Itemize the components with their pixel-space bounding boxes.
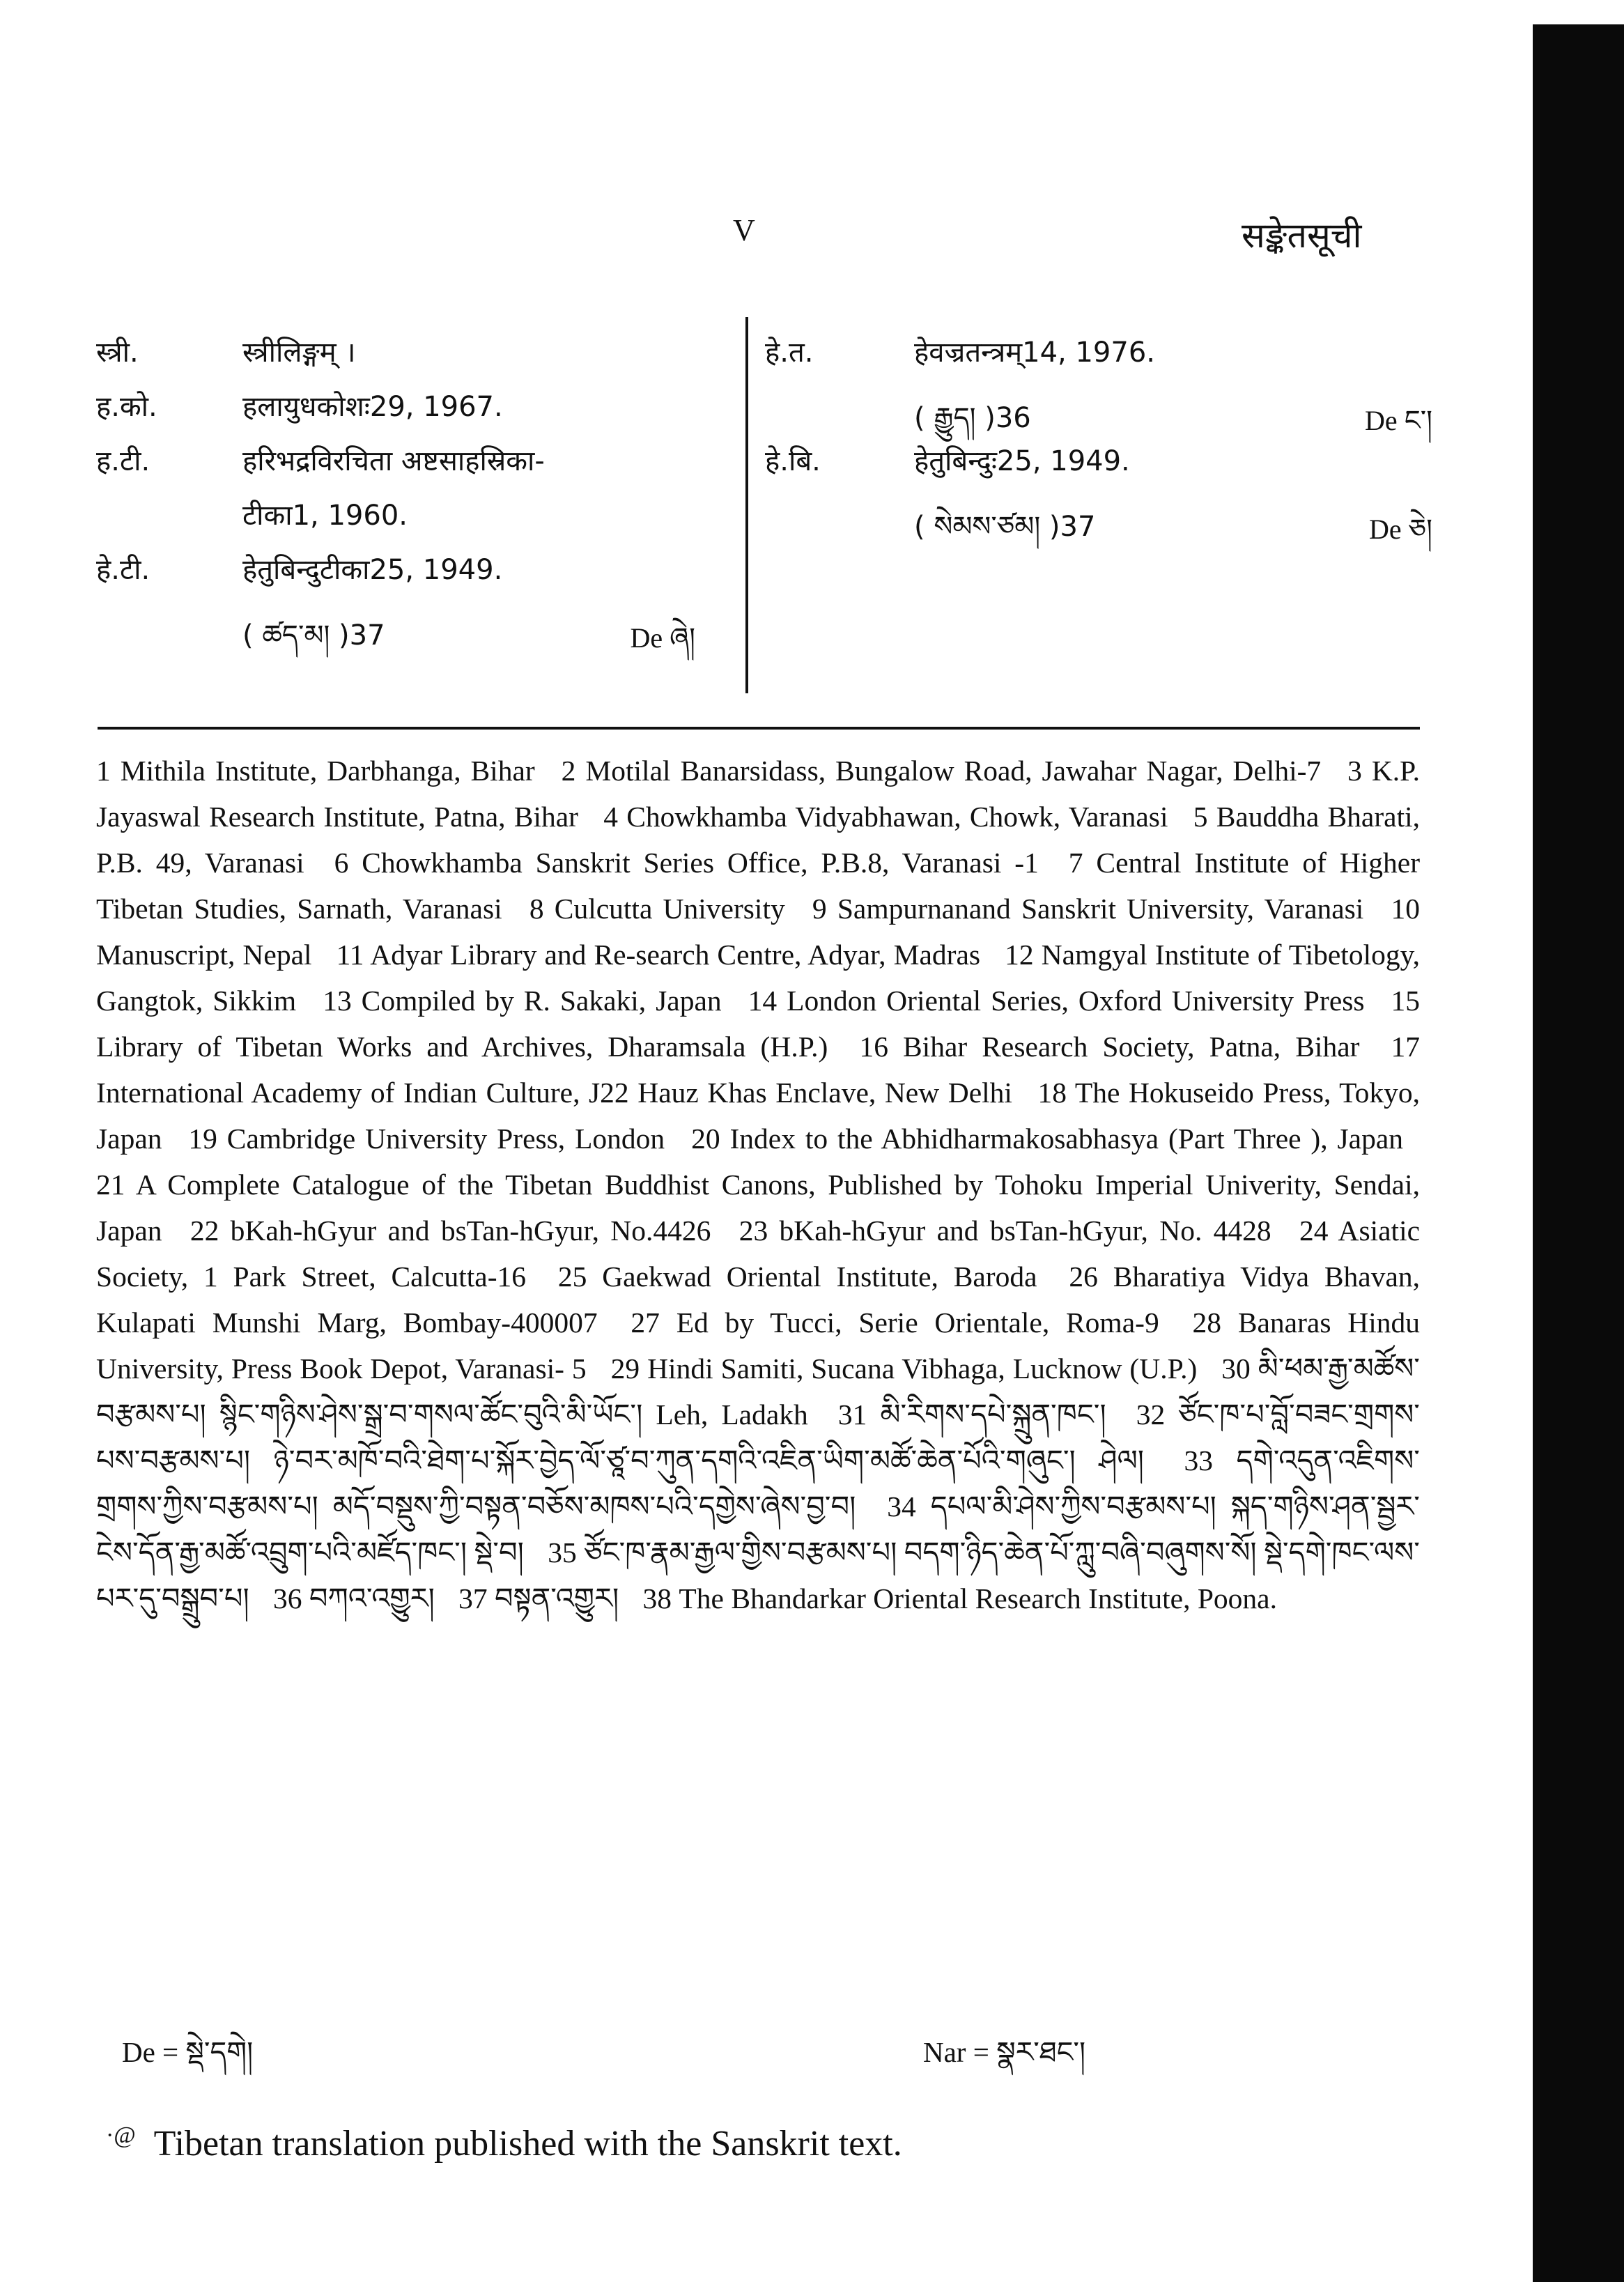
abbr-entry [96,545,695,599]
note: 10 Manuscript, Nepal [96,893,1421,971]
note: 30 མི་ཕམ་རྒྱ་མཚོས་བརྩམས་པ། སྙིང་གཉིས་ཤེས་སྒྲ་བ་གསལ་ཚོང་བུའི་མི་ཡོང་། Leh, Ladakh [96,1352,1420,1431]
note: 6 Chowkhamba Sanskrit Series Office, P.B.8, Varanasi -1 [334,847,1039,879]
note: 33 དགེ་འདུན་འཇིགས་གྲགས་ཀྱིས་བརྩམས་པ། མདོ་བསྡུས་ཀྱི་བསྟན་བཅོས་མཁས་པའི་དགྱེས་ཞེས་བྱ་བ། [96,1444,1420,1522]
abbreviations-right-column [765,327,1432,545]
abbreviations-left-column [96,327,695,654]
note: 27 Ed by Tucci, Serie Orientale, Roma-9 [631,1306,1159,1339]
note: 32 ཙོང་ཁ་པ་བློ་བཟང་གྲགས་པས་བརྩམས་པ། ཉེ་བར་མཁོ་བའི་ཐེག་པ་སྐོར་བྱེད་ལོ་ཙཱ་བ་ཀུན་དགའི་འཇིན་ཡིག་མཚོ་ཆེན་པོའི་གཞུང་། ཤེལ། [96,1398,1421,1477]
section-divider [98,727,1420,730]
note: 11 Adyar Library and Re-search Centre, Adyar, Madras [336,939,981,971]
note: 8 Culcutta University [529,893,785,925]
abbr-continuation [765,491,1432,545]
note: 9 Sampurnanand Sanskrit University, Varanasi [812,893,1364,925]
note: 25 Gaekwad Oriental Institute, Baroda [557,1261,1037,1293]
abbr-key: स्त्री. [96,337,139,369]
abbr-de-ref: De ཞེ། [630,622,695,654]
abbr-entry [765,327,1364,382]
abbr-title: ( རྒྱུད། )36 [914,402,1031,434]
page-number: V [733,213,755,247]
note: 26 Bharatiya Vidya Bhavan, Kulapati Munshi Marg, Bombay-400007 [96,1261,1420,1339]
abbr-continuation [96,491,695,545]
abbr-title: ( སེམས་ཙམ། )37 [914,511,1096,543]
abbr-title: टीका1, 1960. [242,500,408,532]
note: 29 Hindi Samiti, Sucana Vibhaga, Lucknow (U.P.) [610,1352,1198,1385]
note: 37 བསྟན་འགྱུར། [458,1582,619,1614]
scan-edge-bar [1533,24,1624,2282]
abbr-continuation [96,599,695,654]
publisher-notes [96,748,1420,1621]
abbr-title: हेतुबिन्दुः25, 1949. [914,445,1130,477]
note: 35 ཙོང་ཁ་རྣམ་རྒྱལ་གྱིས་བརྩམས་པ། བདག་ཉིད་ཆེན་པོ་ཀླུ་བཞི་བཞུགས་སོ། སྡེ་དགེ་ཁང་ལས་པར་དུ་བསྒྲུབ་པ། [96,1536,1421,1614]
note: 12 Namgyal Institute of Tibetology, Gangtok, Sikkim [96,939,1421,1017]
note: 28 Banaras Hindu University, Press Book Depot, Varanasi- 5 [96,1306,1421,1385]
note: 1 Mithila Institute, Darbhanga, Bihar [96,755,535,787]
note: 24 Asiatic Society, 1 Park Street, Calcutta-16 [96,1215,1421,1293]
note: 17 International Academy of Indian Culture, J22 Hauz Khas Enclave, New Delhi [96,1031,1421,1109]
note: 19 Cambridge University Press, London [188,1123,665,1155]
abbr-title: हेतुबिन्दुटीका25, 1949. [242,554,503,586]
note: 7 Central Institute of Higher Tibetan Studies, Sarnath, Varanasi [96,847,1421,925]
abbr-title: स्त्रीलिङ्गम् । [242,337,356,369]
note: 20 Index to the Abhidharmakosabhasya (Part Three ), Japan [691,1123,1404,1155]
abbr-entry [96,327,695,382]
note: 18 The Hokuseido Press, Tokyo, Japan [96,1077,1420,1155]
abbr-de-ref: De ང་། [1364,405,1432,436]
abbr-title: ( ཚད་མ། )37 [242,619,385,652]
note: 14 London Oriental Series, Oxford University Press [748,985,1365,1017]
note: 36 བཀའ་འགྱུར། [273,1582,435,1614]
note: 22 bKah-hGyur and bsTan-hGyur, No.4426 [190,1215,711,1247]
footnote [106,2122,902,2164]
column-divider [745,317,748,693]
note: 23 bKah-hGyur and bsTan-hGyur, No. 4428 [738,1215,1271,1247]
abbr-key: ह.को. [96,391,157,423]
note: 2 Motilal Banarsidass, Bungalow Road, Jawahar Nagar, Delhi-7 [561,755,1322,787]
note: 38 The Bhandarkar Oriental Research Institute, Poona. [642,1582,1277,1614]
note: 15 Library of Tibetan Works and Archives, Dharamsala (H.P.) [96,985,1421,1063]
abbr-entry [96,382,695,436]
footnote-marker: ·@ [106,2122,136,2148]
note: 34 དཔལ་མི་ཤེས་ཀྱིས་བརྩམས་པ། སྐད་གཉིས་ཤན་སྦྱར་ངེས་དོན་རྒྱ་མཚོ་འབྲུག་པའི་མཛོད་ཁང་། སྡེ་བ། [96,1490,1421,1568]
note: 4 Chowkhamba Vidyabhawan, Chowk, Varanasi [603,801,1168,833]
note: 21 A Complete Catalogue of the Tibetan Buddhist Canons, Published by Tohoku Imperial Univerity, Sendai, Japan [96,1169,1420,1247]
note: 13 Compiled by R. Sakaki, Japan [323,985,722,1017]
abbr-title: हलायुधकोशः29, 1967. [242,391,503,423]
abbr-key: ह.टी. [96,445,150,477]
nar-definition: Nar = སྣར་ཐང་། [923,2036,1086,2068]
abbr-title: हेवज्रतन्त्रम्14, 1976. [914,337,1155,369]
abbr-continuation [765,382,1432,436]
abbr-de-ref: De ཅེ། [1369,514,1432,545]
abbr-entry [96,436,695,491]
note: 3 K.P. Jayaswal Research Institute, Patna, Bihar [96,755,1421,833]
abbr-key: हे.टी. [96,554,150,586]
note: 16 Bihar Research Society, Patna, Bihar [859,1031,1360,1063]
abbr-key: हे.बि. [765,445,821,477]
note: 31 མི་རིགས་དཔེ་སྐྲུན་ཁང་། [837,1398,1106,1431]
abbr-entry [765,436,1364,491]
note: 5 Bauddha Bharati, P.B. 49, Varanasi [96,801,1421,879]
abbr-key: हे.त. [765,337,814,369]
page-title: सङ्केतसूची [1242,215,1362,256]
footnote-text: Tibetan translation published with the Sanskrit text. [153,2124,902,2164]
abbr-title: हरिभद्रविरचिता अष्टसाहस्रिका- [242,445,545,477]
de-definition: De = སྡེ་དགེ། [122,2036,254,2068]
